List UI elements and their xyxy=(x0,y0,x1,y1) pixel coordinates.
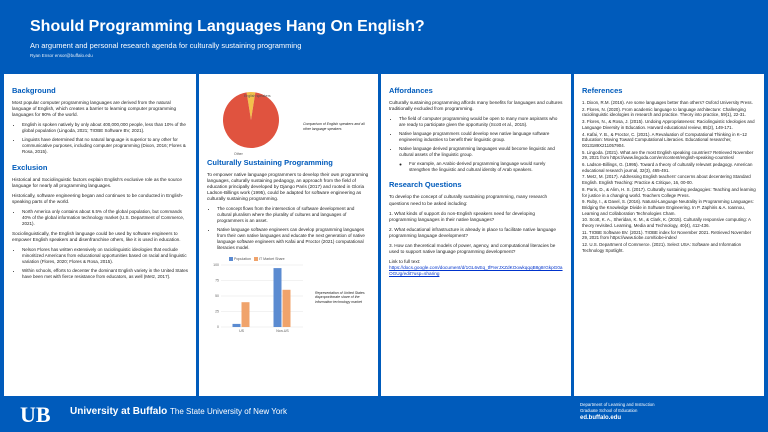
exclusion-bullets xyxy=(12,247,188,280)
affordances-paragraph: Culturally sustaining programming affords many benefits for languages and cultures traditionally excluded from programming. xyxy=(389,100,563,112)
department-name: Department of Learning and Instruction xyxy=(580,402,655,407)
rq-link-block xyxy=(389,259,563,277)
affordances-heading: Affordances xyxy=(389,86,433,95)
full-text-link[interactable]: https://docs.google.com/document/d/1GL6vEq_tfFIerJXZdKOowkqqqB8g8rGkpG0aOGUg/edit?usp=sharing xyxy=(389,265,563,277)
legend-label-market: IT Market Share xyxy=(258,256,285,261)
list-item: • The field of computer programming would be open to many more aspirants who are ready to participate given the opportunity (Scott et al., 2015). xyxy=(399,116,563,128)
rq-question-2: 2. What educational infrastructure is already in place to facilitate native language programming language development? xyxy=(389,226,557,238)
research-questions-heading: Research Questions xyxy=(389,180,462,190)
pie-caption: Comparison of English speakers and all other language speakers xyxy=(303,122,365,131)
reference-item: 10. Scott, K. A., Sheridan, K. M., & Clark, K. (2015). Culturally responsive computing: A theory revisited. Learning, Media and Technology, 40(4), 412-436. xyxy=(582,217,751,229)
rq-question-1: 1. What kinds of support do non-English speakers need for developing programming languages in their native languages? xyxy=(389,210,535,222)
legend-label-population: Population xyxy=(234,256,251,261)
y-tick-label: 50 xyxy=(215,294,219,299)
y-tick-label: 25 xyxy=(215,309,219,314)
reference-item: 7. Metz, M. (2017). Addressing English teachers' concerns about decentering Standard English. English Teaching: Practice & Critique, 16, 00-00. xyxy=(582,174,751,186)
reference-item: 11. TIOBE Software BV. (2021). TIOBE index for November 2021. Retrieved November 29, 2021 from https://www.tiobe.com/tiobe-index/ xyxy=(582,229,752,241)
exclusion-heading: Exclusion xyxy=(12,162,48,172)
rq-question-3: 3. How can theoretical models of power, agency, and computational literacies be used to support native language programming development? xyxy=(389,243,556,255)
reference-item: 1. Dixon, R.M. (2016). Are some languages better than others? Oxford University Press. xyxy=(582,100,753,105)
column-background xyxy=(4,74,196,396)
poster-title: Should Programming Languages Hang On English? xyxy=(30,18,425,35)
y-tick-label: 100 xyxy=(213,263,219,268)
poster-header xyxy=(0,0,768,70)
reference-item: 4. Kafai, Y. B., & Proctor, C. (2021). A Revaluation of Computational Thinking in K–12 Education: Moving Toward Computational Literacies. Educational researcher, 0013189X211057904. xyxy=(582,131,747,148)
csp-paragraph: To empower native language programmers to develop their own programming languages, culturally sustaining pedagogy, an approach from the field of education principally developed by Django Paris (2017) and rooted in Gloria Ladson-Billings work (1995), could be adapted for software engineering as culturally sustaining programming. xyxy=(207,172,369,202)
bar-non-us-market xyxy=(283,290,291,327)
list-item-text: Native language derived programming languages would become linguistic and cultural assets of the linguistic group. xyxy=(399,145,555,157)
column-references xyxy=(574,74,764,396)
ub-logo: UB xyxy=(20,402,51,427)
poster-authors: Ryan Ensor ensor@buffalo.edu xyxy=(30,53,93,58)
university-title: University at Buffalo xyxy=(70,406,168,417)
bar-non-us-population xyxy=(274,268,282,327)
pie-label-english: English speakers xyxy=(244,94,271,98)
y-tick-label: 0 xyxy=(217,325,219,330)
list-item xyxy=(399,146,563,173)
rq-paragraph: To develop the concept of culturally sustaining programming, many research questions need to be asked including: xyxy=(389,194,548,206)
pie-chart-figure xyxy=(207,82,370,154)
y-tick-label: 75 xyxy=(215,278,219,283)
x-tick-label: Non-US xyxy=(276,328,289,333)
school-name: Graduate School of Education xyxy=(580,407,638,413)
column-csp xyxy=(199,74,378,396)
reference-item: 9. Ruby, I., & Davel, S. (2016). Natural-Language Neutrality in Programming Languages: Bridging the Knowledge Divide in Software Engineering. In P. Zaphiris & A. Ioannou, Learning and Collaboration Technologies Cham. xyxy=(582,199,754,216)
exclusion-paragraph: Historical and Sociolinguistic factors explain English's exclusive role as the source language for nearly all programming languages. xyxy=(12,176,182,188)
affordances-bullets xyxy=(389,116,563,172)
affordances-sub-bullets xyxy=(399,161,563,173)
x-tick-label: US xyxy=(239,328,244,333)
exclusion-bullets xyxy=(12,209,188,227)
list-item: • English is spoken natively by only about 400,000,000 people, less than 10% of the global population (Lingoda, 2021; TIOBE Software BV, 2021). xyxy=(22,122,188,134)
bar-caption: Representation of United States disproportionate share of the information technology market xyxy=(315,290,365,304)
rq-link-label: Link to full text: xyxy=(389,259,421,265)
list-item: • Within schools, efforts to decenter the dominant English variety in the United States have been met with fierce resistance from educators, as well (Metz, 2017). xyxy=(22,268,188,280)
list-item: • Nelson Flores has written extensively on raciolinguistic ideologies that exclude minoritized Americans from educational opportunities based on racial and linguistic variation (Flores, 2020; Flores & Rosa, 2015). xyxy=(22,247,188,265)
references-heading: References xyxy=(582,86,623,95)
list-item: • Linguists have determined that no natural language is superior to any other for communicative purposes, including computer programming (Dixon, 2016; Flores & Rosa, 2015). xyxy=(22,137,188,155)
csp-bullets xyxy=(207,206,370,250)
university-subtitle: The State University of New York xyxy=(170,407,287,416)
exclusion-paragraph: Historically, software engineering began and continues to be conducted in English-speaking parts of the world. xyxy=(12,193,184,205)
bar-chart-figure xyxy=(207,255,370,339)
list-item: • The concept flows from the intersection of software development and cultural pluralism where the plurality of cultures and languages of programmers is an asset. xyxy=(217,206,370,224)
bar-us-market xyxy=(242,302,250,327)
reference-item: 12. U.S. Department of Commerce. (2021). Select USA: Software and Information Technology Spotlight. xyxy=(582,242,742,253)
reference-item: 8. Paris, D., & Alim, H. S. (2017). Culturally sustaining pedagogies: Teaching and learning for justice in a changing world. Teachers College Press. xyxy=(582,186,756,198)
csp-heading: Culturally Sustaining Programming xyxy=(207,158,333,167)
reference-item: 3. Flores, N., & Rosa, J. (2015). Undoing Appropriateness: Raciolinguistic Ideologies and Language Diversity in Education. Harvard educational review, 85(2), 149-171. xyxy=(582,119,755,130)
footer-url[interactable]: ed.buffalo.edu xyxy=(580,414,621,421)
background-heading: Background xyxy=(12,86,56,95)
poster-subtitle: An argument and personal research agenda for culturally sustaining programming xyxy=(30,41,302,50)
background-bullets xyxy=(12,122,188,155)
background-paragraph: Most popular computer programming languages are derived from the natural language of English, which creates a barrier to learning computer programming languages for 90% of the world. xyxy=(12,100,177,118)
references-list xyxy=(582,100,756,254)
reference-item: 6. Ladson-Billings, G. (1995). Toward a theory of culturally relevant pedagogy. American educational research journal, 32(3), 465-491. xyxy=(582,162,753,173)
footer-department xyxy=(580,402,655,421)
list-item: • Native language programmers could develop new native language software engineering industries to benefit their linguistic group. xyxy=(399,131,563,143)
column-affordances xyxy=(381,74,571,396)
pie-label-other: Other xyxy=(234,152,243,156)
list-item: • Native language software engineers can develop programming languages from their own native languages and educate the next generation of native language software engineers with Kafai and Proctor (2021) computational literacies model. xyxy=(217,227,370,251)
bar-us-population xyxy=(233,324,241,327)
list-item: • North America only contains about 6.5% of the global population, but commands 40% of the global information technology market (U.S. Department of Commerce, 2021). xyxy=(22,209,188,227)
poster-footer xyxy=(0,398,768,432)
exclusion-paragraph: Sociolinguistically, the English language could be used by software engineers to empower English speakers and disenfranchise others, like it is used in education. xyxy=(12,230,181,242)
reference-item: 2. Flores, N. (2020). From academic language to language architecture: Challenging raciolinguistic ideologies in research and practice. Theory into practice, 59(1), 22-31. xyxy=(582,106,746,118)
list-item: ◦ For example, an Arabic-derived programming language would surely strengthen the linguistic and cultural identity of Arab speakers. xyxy=(409,161,563,173)
reference-item: 5. Lingoda. (2021). What are the most English speaking countries? Retrieved November 29, 2021 from https://www.lingoda.com/en/content/english-speaking-countries/ xyxy=(582,149,754,161)
university-name xyxy=(70,406,287,417)
